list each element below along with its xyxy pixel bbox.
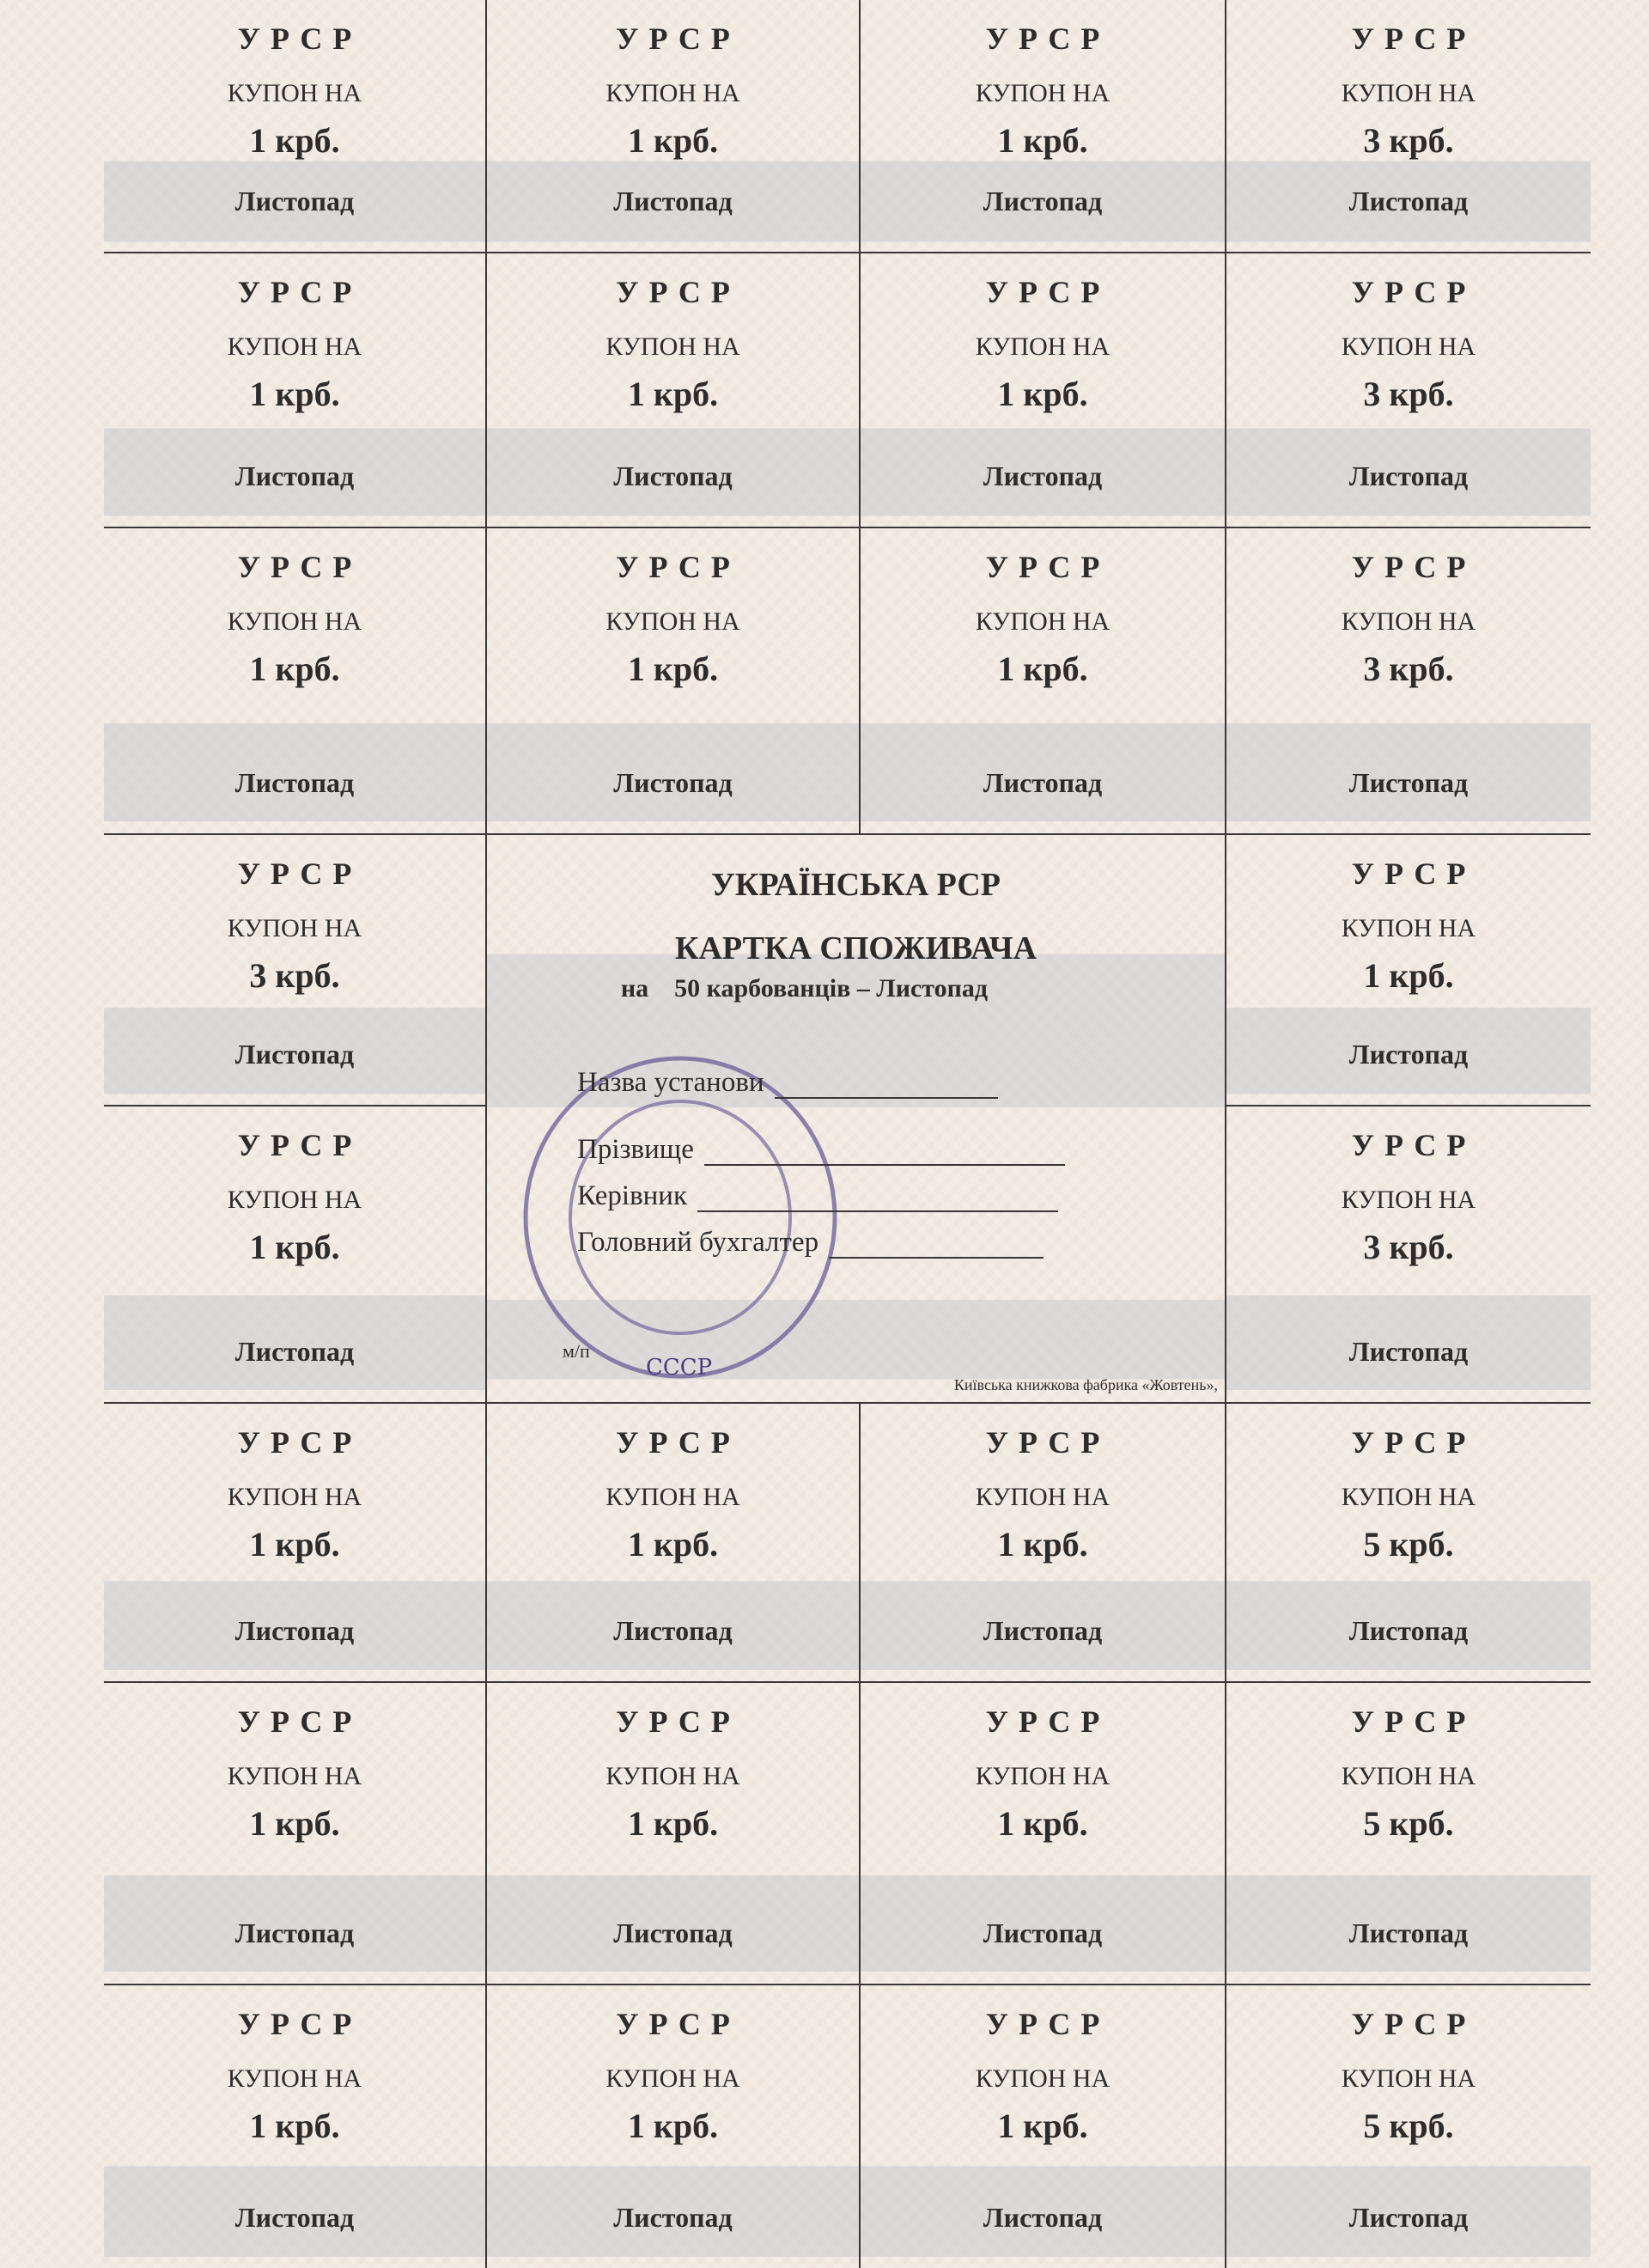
coupon-label: КУПОН НА — [605, 607, 740, 636]
coupon-label: КУПОН НА — [227, 1762, 362, 1790]
coupon — [487, 253, 861, 528]
coupon-month: Листопад — [983, 1917, 1103, 1948]
coupon-label: КУПОН НА — [227, 332, 362, 361]
coupon — [1226, 528, 1591, 835]
coupon-label: КУПОН НА — [975, 1483, 1110, 1511]
coupon-value: 1 крб. — [249, 1228, 340, 1266]
coupon-label: КУПОН НА — [1341, 1762, 1476, 1790]
coupon-month: Листопад — [613, 2202, 733, 2233]
coupon-value: 1 крб. — [249, 121, 340, 160]
seal-place: м/п — [563, 1340, 590, 1362]
coupon-month: Листопад — [234, 767, 355, 798]
coupon-header: УРСР — [237, 1128, 362, 1162]
coupon-month: Листопад — [613, 186, 733, 216]
coupon-header: УРСР — [237, 275, 362, 309]
coupon-month: Листопад — [1348, 1336, 1469, 1367]
coupon-header: УРСР — [985, 1704, 1110, 1739]
coupon — [104, 1683, 487, 1985]
coupon-header: УРСР — [616, 1425, 740, 1460]
coupon-value: 1 крб. — [249, 1525, 340, 1564]
coupon — [104, 0, 487, 253]
coupon — [1226, 1985, 1591, 2268]
coupon-month: Листопад — [234, 186, 355, 216]
coupon-value: 3 крб. — [1363, 649, 1454, 688]
coupon-header: УРСР — [985, 275, 1110, 309]
coupon-month: Листопад — [983, 186, 1103, 216]
coupon-value: 1 крб. — [249, 2106, 340, 2145]
coupon-header: УРСР — [237, 1425, 362, 1460]
coupon-value: 1 крб. — [627, 2106, 719, 2145]
coupon-month: Листопад — [1348, 1917, 1469, 1948]
coupon — [104, 1985, 487, 2268]
coupon-header: УРСР — [985, 2007, 1110, 2041]
coupon-month: Листопад — [983, 460, 1103, 491]
coupon-header: УРСР — [237, 21, 362, 56]
coupon-header: УРСР — [1351, 2007, 1476, 2041]
coupon — [861, 253, 1226, 528]
coupon-label: КУПОН НА — [227, 1483, 362, 1511]
coupon — [487, 528, 861, 835]
coupon-value: 1 крб. — [249, 649, 340, 688]
coupon-header: УРСР — [1351, 275, 1476, 309]
coupon-label: КУПОН НА — [975, 79, 1110, 107]
coupon-month: Листопад — [234, 2202, 355, 2233]
coupon-header: УРСР — [237, 1704, 362, 1739]
field-surname — [577, 1134, 1065, 1166]
signature-line — [829, 1255, 1044, 1259]
field-label: Прізвище — [577, 1134, 694, 1165]
coupon — [861, 1683, 1226, 1985]
coupon-month: Листопад — [1348, 186, 1469, 216]
coupon-month: Листопад — [613, 1615, 733, 1646]
coupon-label: КУПОН НА — [605, 2064, 740, 2093]
coupon-value: 1 крб. — [249, 375, 340, 413]
field-label: Головний бухгалтер — [577, 1227, 819, 1258]
coupon — [1226, 1683, 1591, 1985]
coupon-header: УРСР — [1351, 550, 1476, 584]
coupon-month: Листопад — [613, 460, 733, 491]
coupon — [104, 528, 487, 835]
coupon-header: УРСР — [1351, 1128, 1476, 1162]
coupon-value: 1 крб. — [997, 1804, 1088, 1843]
coupon-sheet — [104, 0, 1591, 2268]
coupon — [487, 1985, 861, 2268]
field-director — [577, 1180, 1058, 1212]
coupon-value: 1 крб. — [997, 649, 1088, 688]
seal-stamp — [517, 1050, 843, 1385]
coupon-header: УРСР — [616, 21, 740, 56]
coupon — [1226, 0, 1591, 253]
coupon-label: КУПОН НА — [227, 914, 362, 942]
coupon — [487, 1683, 861, 1985]
coupon-value: 1 крб. — [627, 649, 719, 688]
coupon-label: КУПОН НА — [227, 2064, 362, 2093]
coupon — [1226, 253, 1591, 528]
coupon-label: КУПОН НА — [975, 1762, 1110, 1790]
coupon-value: 1 крб. — [997, 375, 1088, 413]
coupon-header: УРСР — [985, 21, 1110, 56]
coupon — [104, 1404, 487, 1683]
coupon-month: Листопад — [1348, 767, 1469, 798]
coupon-value: 3 крб. — [1363, 121, 1454, 160]
card-subtitle: на 50 карбованців – Листопад — [620, 974, 989, 1003]
coupon-month: Листопад — [1348, 1039, 1469, 1070]
coupon-label: КУПОН НА — [1341, 332, 1476, 361]
coupon-label: КУПОН НА — [605, 1483, 740, 1511]
field-label: Керівник — [577, 1180, 688, 1211]
coupon-value: 1 крб. — [627, 1804, 719, 1843]
coupon-label: КУПОН НА — [1341, 2064, 1476, 2093]
coupon — [861, 1985, 1226, 2268]
coupon-label: КУПОН НА — [605, 332, 740, 361]
coupon-value: 3 крб. — [1363, 1228, 1454, 1266]
coupon-label: КУПОН НА — [975, 2064, 1110, 2093]
coupon — [861, 528, 1226, 835]
printer-imprint: Київська книжкова фабрика «Жовтень», — [953, 1376, 1218, 1393]
coupon-header: УРСР — [985, 1425, 1110, 1460]
coupon-month: Листопад — [983, 767, 1103, 798]
consumer-card — [487, 835, 1226, 1404]
coupon — [861, 0, 1226, 253]
coupon-label: КУПОН НА — [227, 1186, 362, 1214]
field-institution — [577, 1067, 998, 1099]
coupon-value: 3 крб. — [1363, 375, 1454, 413]
coupon-label: КУПОН НА — [975, 332, 1110, 361]
coupon-month: Листопад — [613, 1917, 733, 1948]
coupon-header: УРСР — [616, 1704, 740, 1739]
coupon-header: УРСР — [616, 2007, 740, 2041]
coupon-value: 3 крб. — [249, 956, 340, 995]
coupon-value: 1 крб. — [249, 1804, 340, 1843]
coupon-value: 1 крб. — [627, 121, 719, 160]
coupon — [104, 253, 487, 528]
coupon — [104, 1107, 487, 1404]
signature-line — [775, 1095, 998, 1099]
coupon-header: УРСР — [985, 550, 1110, 584]
coupon-header: УРСР — [1351, 1704, 1476, 1739]
coupon — [487, 1404, 861, 1683]
coupon — [487, 0, 861, 253]
coupon-label: КУПОН НА — [1341, 1483, 1476, 1511]
coupon-label: КУПОН НА — [605, 79, 740, 107]
coupon-month: Листопад — [234, 1039, 355, 1070]
coupon-header: УРСР — [616, 275, 740, 309]
signature-line — [704, 1162, 1065, 1166]
coupon-value: 1 крб. — [1363, 956, 1454, 995]
coupon — [1226, 1404, 1591, 1683]
coupon-header: УРСР — [616, 550, 740, 584]
coupon — [104, 835, 487, 1107]
card-title: КАРТКА СПОЖИВАЧА — [674, 930, 1037, 966]
stamp-text: СССР — [646, 1355, 713, 1381]
coupon-value: 1 крб. — [997, 2106, 1088, 2145]
coupon-month: Листопад — [983, 2202, 1103, 2233]
coupon — [861, 1404, 1226, 1683]
coupon-month: Листопад — [234, 1615, 355, 1646]
coupon-month: Листопад — [234, 1917, 355, 1948]
coupon-label: КУПОН НА — [1341, 79, 1476, 107]
coupon-month: Листопад — [1348, 2202, 1469, 2233]
coupon-header: УРСР — [1351, 857, 1476, 891]
coupon-month: Листопад — [234, 1336, 355, 1367]
coupon-value: 1 крб. — [627, 1525, 719, 1564]
coupon-value: 5 крб. — [1363, 2106, 1454, 2145]
coupon — [1226, 835, 1591, 1107]
card-republic: УКРАЇНСЬКА РСР — [711, 867, 1001, 903]
coupon-label: КУПОН НА — [605, 1762, 740, 1790]
coupon-month: Листопад — [1348, 460, 1469, 491]
coupon-header: УРСР — [237, 550, 362, 584]
coupon-value: 5 крб. — [1363, 1804, 1454, 1843]
field-chief-accountant — [577, 1227, 1044, 1259]
coupon-label: КУПОН НА — [227, 607, 362, 636]
coupon — [1226, 1107, 1591, 1404]
field-label: Назва установи — [577, 1067, 764, 1098]
coupon-value: 1 крб. — [627, 375, 719, 413]
coupon-label: КУПОН НА — [1341, 607, 1476, 636]
coupon-value: 1 крб. — [997, 121, 1088, 160]
coupon-month: Листопад — [1348, 1615, 1469, 1646]
coupon-header: УРСР — [237, 857, 362, 891]
coupon-label: КУПОН НА — [975, 607, 1110, 636]
coupon-header: УРСР — [237, 2007, 362, 2041]
coupon-label: КУПОН НА — [227, 79, 362, 107]
coupon-label: КУПОН НА — [1341, 914, 1476, 942]
coupon-month: Листопад — [613, 767, 733, 798]
signature-line — [697, 1209, 1058, 1212]
coupon-month: Листопад — [983, 1615, 1103, 1646]
coupon-label: КУПОН НА — [1341, 1186, 1476, 1214]
coupon-header: УРСР — [1351, 21, 1476, 56]
coupon-value: 1 крб. — [997, 1525, 1088, 1564]
coupon-value: 5 крб. — [1363, 1525, 1454, 1564]
coupon-header: УРСР — [1351, 1425, 1476, 1460]
coupon-month: Листопад — [234, 460, 355, 491]
